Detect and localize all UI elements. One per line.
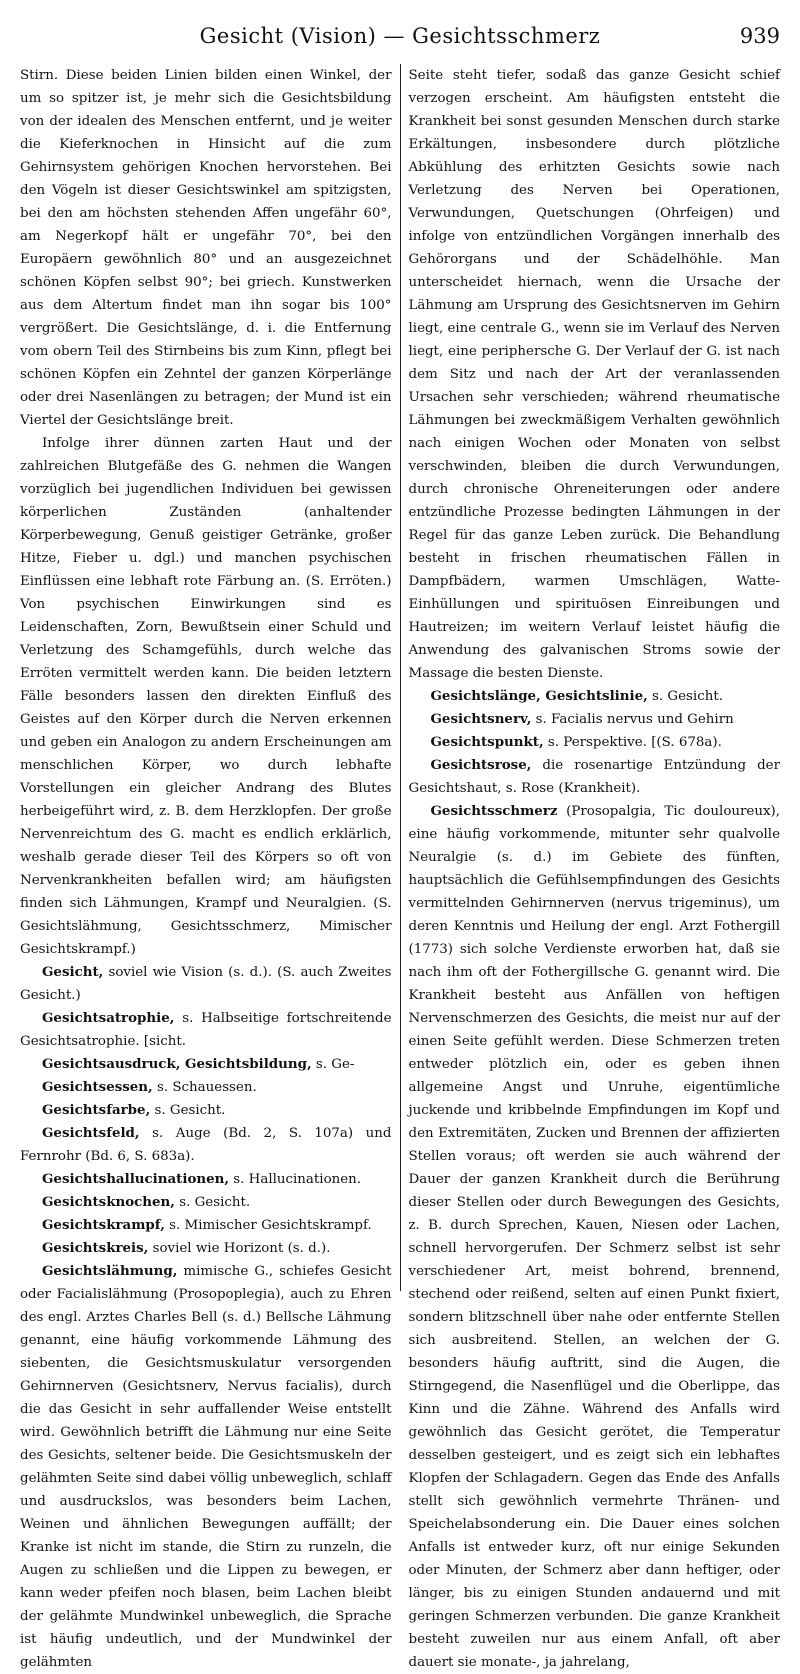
entry-gesichtsatrophie [20,1007,392,1053]
entry-gesichtsausdruck [20,1053,392,1076]
lemma: Gesichtslähmung, [42,1263,178,1279]
entry-gesichtsschmerz [409,800,781,1674]
entry-text: s. Gesicht. [150,1103,226,1118]
entry-text: s. Gesicht. [174,1195,251,1210]
entry-text: s. Auge (Bd. 2, S. 107a) und Fernrohr (Bd. 6, S. 683a). [20,1126,392,1164]
entry-text: s. Gesicht. [647,689,723,704]
right-column [401,64,781,1670]
entry-gesichtslaehmung [20,1260,392,1674]
paragraph: Infolge ihrer dünnen zarten Haut und der zahlreichen Blutgefäße des G. nehmen die Wangen vorzüglich bei jugendlichen Individuen bei gewissen körperlichen Zuständen (anhaltender Körperbewegung, Genuß geistiger Getränke, großer Hitze, Fieber u. dgl.) und manchen psychischen Einflüssen eine lebhaft rote Färbung an. (S. Erröten.) Von psychischen Einwirkungen sind es Leidenschaften, Zorn, Bewußtsein einer Schuld und Verletzung des Schamgefühls, durch welche das Erröten vermittelt werden kann. Die beiden letztern Fälle besonders lassen den direkten Einfluß des Geistes auf den Körper durch die Nerven erkennen und geben ein Analogon zu andern Erscheinungen am menschlichen Körper, wo durch lebhafte Vorstellungen ein gleicher Andrang des Blutes herbeigeführt wird, z. B. dem Herzklopfen. Der große Nervenreichtum des G. macht es endlich erklärlich, weshalb gerade dieser Teil des Körpers so oft von Nervenkrankheiten befallen wird; am häufigsten finden sich Lähmungen, Krampf und Neuralgien. (S. Gesichtslähmung, Gesichtsschmerz, Mimischer Gesichtskrampf.) [20,436,392,957]
page-header [20,24,780,58]
lemma: Gesichtsfarbe, [42,1102,151,1118]
entry-gesichtskrampf [20,1214,392,1237]
lemma: Gesichtsrose, [430,757,532,773]
entry-gesichtsfarbe [20,1099,392,1122]
entry-gesichtsessen [20,1076,392,1099]
entry-text: die rosenartige Entzündung der Gesichtshaut, s. Rose (Krankheit). [408,758,780,796]
page-number: 939 [739,24,780,48]
entry-text: mimische G., schiefes Gesicht oder Facialislähmung (Prosopoplegia), auch zu Ehren des engl. Arztes Charles Bell (s. d.) Bellsche Lähmung genannt, eine häufig vorkommende Lähmung des siebenten, die Gesichtsmuskulatur versorgenden Gehirnnerven (Gesichtsnerv, Nervus facialis), durch die das Gesicht in sehr auffallender Weise entstellt wird. Gewöhnlich betrifft die Lähmung nur eine Seite des Gesichts, seltener beide. Die Gesichtsmuskeln der gelähmten Seite sind dabei völlig unbeweglich, schlaff und ausdruckslos, was besonders beim Lachen, Weinen und ähnlichen Bewegungen auffällt; der Kranke ist nicht im stande, die Stirn zu runzeln, die Augen zu schließen und die Lippen zu bewegen, er kann weder pfeifen noch blasen, beim Lachen bleibt der gelähmte Mundwinkel unbeweglich, die Sprache ist häufig undeutlich, und der Mundwinkel der gelähmten [20,1264,392,1670]
entry-gesichtsrose [409,754,781,800]
lemma: Gesichtslänge, Gesichtslinie, [430,688,648,704]
entry-tail: [(S. 678a). [651,735,722,750]
entry-text: s. Schauessen. [152,1080,257,1095]
lemma: Gesichtsausdruck, Gesichtsbildung, [42,1056,312,1072]
lemma: Gesichtsfeld, [42,1125,140,1141]
entry-text: soviel wie Horizont (s. d.). [148,1241,331,1256]
entry-gesichtskreis [20,1237,392,1260]
entry-gesichtslaenge [409,685,781,708]
entry-gesicht [20,961,392,1007]
entry-text: s. Perspektive. [543,735,647,750]
entry-gesichtsnerv [409,708,781,731]
lemma: Gesichtsknochen, [42,1194,175,1210]
lemma: Gesicht, [42,964,104,980]
paragraph: Stirn. Diese beiden Linien bilden einen Winkel, der um so spitzer ist, je mehr sich die Gesichtsbildung von der idealen des Menschen entfernt, und je weiter die Kieferknochen in Hinsicht auf die zum Gehirnsystem gehörigen Knochen hervorstehen. Bei den Vögeln ist dieser Gesichtswinkel am spitzigsten, bei den am höchsten stehenden Affen ungefähr 60°, am Negerkopf hält er ungefähr 70°, bei den Europäern gewöhnlich 80° und an ausgezeichnet schönen Köpfen selbst 90°; bei griech. Kunstwerken aus dem Altertum findet man ihn sogar bis 100° vergrößert. Die Gesichtslänge, d. i. die Entfernung vom obern Teil des Stirnbeins bis zum Kinn, pflegt bei schönen Köpfen ein Zehntel der ganzen Körperlänge oder drei Nasenlängen zu betragen; der Mund ist ein Viertel der Gesichtslänge breit. [20,68,392,428]
lemma: Gesichtskrampf, [42,1217,165,1233]
lemma: Gesichtspunkt, [430,734,544,750]
entry-text: s. Hallucinationen. [229,1172,362,1187]
lemma: Gesichtskreis, [42,1240,149,1256]
paragraph: Seite steht tiefer, sodaß das ganze Gesicht schief verzogen erscheint. Am häufigsten entsteht die Krankheit bei sonst gesunden Menschen durch starke Erkältungen, insbesondere durch plötzliche Abkühlung des erhitzten Gesichts sowie nach Verletzung des Nerven bei Operationen, Verwundungen, Quetschungen (Ohrfeigen) und infolge von entzündlichen Vorgängen innerhalb des Gehörorgans und der Schädelhöhle. Man unterscheidet hiernach, wenn die Ursache der Lähmung am Ursprung des Gesichtsnerven im Gehirn liegt, eine centrale G., wenn sie im Verlauf des Nerven liegt, eine periphersche G. Der Verlauf der G. ist nach dem Sitz und nach der Art der veranlassenden Ursachen sehr verschieden; während rheumatische Lähmungen bei zweckmäßigem Verhalten gewöhnlich nach einigen Wochen oder Monaten von selbst verschwinden, bleiben die durch Verwundungen, durch chronische Ohreneiterungen oder andere entzündliche Prozesse bedingten Lähmungen in der Regel für das ganze Leben zurück. Die Behandlung besteht in frischen rheumatischen Fällen in Dampfbädern, warmen Umschlägen, Watte-Einhüllungen und spirituösen Einreibungen und Hautreizen; im weitern Verlauf leistet häufig die Anwendung des galvanischen Stroms sowie der Massage die besten Dienste. [408,68,780,681]
entry-text: soviel wie Vision (s. d.). (S. auch Zweites Gesicht.) [20,965,392,1003]
entry-gesichtshallucinationen [20,1168,392,1191]
lemma: Gesichtshallucinationen, [42,1171,230,1187]
entry-gesichtsknochen [20,1191,392,1214]
entry-text: s. Halbseitige fortschreitende Gesichtsatrophie. [20,1011,392,1049]
entry-text: s. Facialis nervus und Gehirn [531,712,734,727]
lemma: Gesichtsessen, [42,1079,153,1095]
lemma: Gesichtsschmerz [430,803,558,819]
lemma: Gesichtsnerv, [430,711,532,727]
entry-tail: [sicht. [143,1034,187,1049]
lemma: Gesichtsatrophie, [42,1010,175,1026]
entry-text: s. Mimischer Gesichtskrampf. [164,1218,372,1233]
running-title: Gesicht (Vision) — Gesichtsschmerz [199,24,601,48]
left-column [20,64,400,1670]
entry-gesichtsfeld [20,1122,392,1168]
entry-gesichtspunkt [409,731,781,754]
entry-text: s. Ge- [311,1057,355,1072]
text-columns [20,64,780,1670]
entry-text: (Prosopalgia, Tic douloureux), eine häufig vorkommende, mitunter sehr qualvolle Neuralgie (s. d.) im Gebiete des fünften, hauptsächlich die Gefühlsempfindungen des Gesichts vermittelnden Gehirnnerven (nervus trigeminus), um deren Kenntnis und Heilung der engl. Arzt Fothergill (1773) sich solche Verdienste erworben hat, daß sie nach ihm oft der Fothergillsche G. genannt wird. Die Krankheit besteht aus Anfällen von heftigen Nervenschmerzen des Gesichts, die meist nur auf der einen Seite gefühlt werden. Diese Schmerzen treten entweder plötzlich ein, oder es geben ihnen allgemeine Angst und Unruhe, eigentümliche juckende und kribbelnde Empfindungen im Kopf und den Extremitäten, Zucken und Brennen der affizierten Stellen voraus; oft werden sie auch während der Dauer der ganzen Krankheit durch die Berührung dieser Stellen oder durch Bewegungen des Gesichts, z. B. durch Sprechen, Kauen, Niesen oder Lachen, schnell hervorgerufen. Der Schmerz selbst ist sehr verschiedener Art, meist bohrend, brennend, stechend oder reißend, selten auf einen Punkt fixiert, sondern blitzschnell über nahe oder entfernte Stellen sich ausbreitend. Stellen, an welchen der G. besonders häufig auftritt, sind die Augen, die Stirngegend, die Nasenflügel und die Oberlippe, das Kinn und die Zähne. Während des Anfalls wird gewöhnlich das Gesicht gerötet, die Temperatur desselben gesteigert, und es zeigt sich ein lebhaftes Klopfen der Schlagadern. Gegen das Ende des Anfalls stellt sich gewöhnlich vermehrte Thränen- und Speichelabsonderung ein. Die Dauer eines solchen Anfalls ist entweder kurz, oft nur einige Sekunden oder Minuten, der Schmerz aber dann heftiger, oder länger, bis zu einigen Stunden andauernd und mit geringen Schmerzen verbunden. Die ganze Krankheit besteht zuweilen nur aus einem Anfall, oft aber dauert sie monate-, ja jahrelang, [408,804,780,1670]
